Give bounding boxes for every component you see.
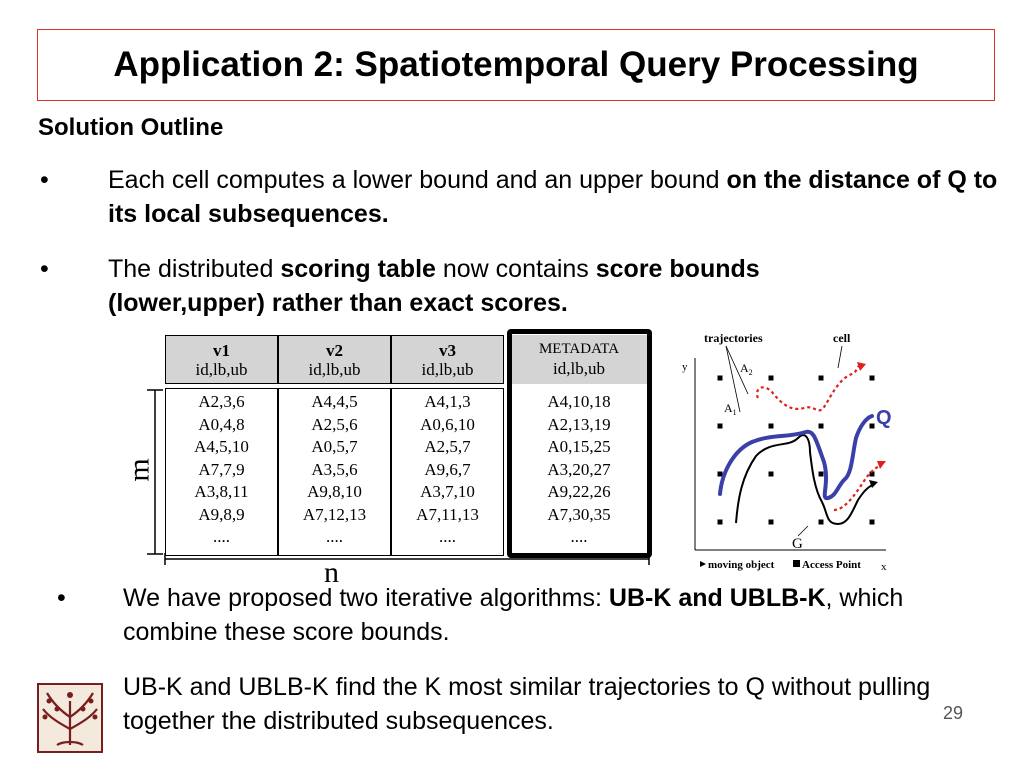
access-point-marker [718, 424, 723, 429]
table-cell: A9,6,7 [424, 459, 471, 479]
n-label: n [324, 556, 339, 589]
access-point-marker [870, 376, 875, 381]
table-cell: A3,20,27 [547, 459, 611, 479]
table-cell: A9,8,9 [198, 504, 245, 524]
bullet-item-1 [40, 163, 1000, 235]
a2-label: $A_2$ [740, 361, 753, 377]
access-point-marker [819, 376, 824, 381]
column-subheader: id,lb,ub [553, 359, 605, 378]
column-name: v2 [326, 341, 343, 360]
bullet-text [123, 581, 957, 649]
access-point-marker [870, 424, 875, 429]
text-segment: now contains [435, 255, 596, 283]
table-cell: A0,6,10 [420, 414, 475, 434]
access-point-marker [819, 520, 824, 525]
bullet-text [108, 252, 888, 320]
access-point-marker [769, 520, 774, 525]
legend-moving-object: moving object [708, 559, 775, 571]
n-bracket [163, 552, 653, 566]
table-cell: A2,13,19 [547, 414, 611, 434]
q-label: Q [876, 407, 892, 429]
a1-label: $A_1$ [724, 401, 737, 417]
table-cell: A7,30,35 [547, 504, 611, 524]
table-header-3 [391, 335, 504, 384]
table-cell: A9,22,26 [547, 482, 611, 501]
table-cell: A4,4,5 [311, 392, 358, 411]
column-subheader: id,lb,ub [421, 360, 474, 379]
bullet-item-2 [40, 252, 1000, 324]
access-point-marker [718, 520, 723, 525]
bold-text-segment: on the distance of Q to its local subsequences. [108, 166, 998, 228]
table-header-2 [278, 335, 391, 384]
column-name: v3 [439, 341, 456, 360]
bullet-text [108, 163, 1000, 231]
bold-text-segment: score bounds (lower,upper) rather than exact scores. [108, 255, 760, 317]
access-point-marker [819, 472, 824, 477]
access-point-marker [769, 424, 774, 429]
g-label: G [792, 536, 803, 552]
section-heading: Solution Outline [38, 114, 224, 141]
slide-title: Application 2: Spatiotemporal Query Processing [113, 45, 919, 84]
table-cell: .... [439, 527, 456, 546]
column-cells [391, 391, 504, 549]
trajectories-label: trajectories [704, 331, 763, 345]
column-subheader: id,lb,ub [195, 360, 248, 379]
access-point-marker [769, 472, 774, 477]
y-axis-label: y [682, 361, 688, 373]
table-cell: A3,5,6 [311, 459, 358, 479]
column-name: METADATA [538, 341, 620, 357]
text-segment: Each cell computes a lower bound and an upper bound [108, 166, 727, 194]
table-cell: A2,3,6 [198, 392, 245, 411]
table-cell: A4,5,10 [194, 437, 249, 456]
table-cell: A4,10,18 [547, 392, 611, 411]
title-box [37, 29, 995, 101]
table-cell: A0,4,8 [198, 414, 245, 434]
bullet-item-4 [57, 670, 997, 742]
table-cell: A2,5,6 [311, 414, 358, 434]
cell-path [757, 366, 862, 411]
table-cell: .... [570, 527, 588, 546]
bullet-item-3 [57, 581, 957, 653]
access-point-marker [870, 520, 875, 525]
table-cell: A7,7,9 [198, 459, 245, 479]
page-number: 29 [943, 703, 964, 723]
table-cell: A7,12,13 [302, 504, 367, 524]
bullet-marker: • [40, 166, 49, 194]
cell-label: cell [833, 331, 851, 345]
access-point-legend-icon [793, 560, 800, 567]
column-cells [165, 391, 278, 549]
table-cell: A9,8,10 [307, 482, 362, 501]
moving-object-legend-icon [700, 561, 706, 567]
bullet-marker: • [57, 584, 66, 612]
bullet-text [123, 670, 997, 738]
bold-text-segment: scoring table [280, 255, 436, 283]
access-point-marker [769, 376, 774, 381]
access-point-marker [819, 424, 824, 429]
table-cell: A4,1,3 [424, 392, 471, 411]
table-header-1 [165, 335, 278, 384]
text-segment: UB-K and UBLB-K find the K most similar trajectories to Q without pulling together the distributed subsequences. [123, 673, 931, 735]
column-subheader: id,lb,ub [308, 360, 361, 379]
table-cell: .... [326, 527, 343, 546]
m-label: m [122, 458, 156, 482]
bold-text-segment: UB-K and UBLB-K [608, 584, 826, 612]
table-cell: A7,11,13 [416, 504, 479, 524]
text-segment: , which combine these score bounds. [123, 584, 904, 646]
x-axis-label: x [881, 561, 887, 573]
university-logo-icon [37, 683, 103, 753]
access-point-marker [718, 472, 723, 477]
table-cell: A0,5,7 [311, 437, 358, 456]
column-cells [278, 391, 391, 549]
table-cell: A0,15,25 [547, 437, 611, 456]
table-cell: .... [213, 527, 230, 546]
table-cell: A3,7,10 [420, 482, 475, 501]
column-name: v1 [213, 341, 230, 360]
text-segment: The distributed [108, 255, 281, 283]
trajectory-diagram [676, 328, 898, 574]
bullet-marker: • [40, 255, 49, 283]
metadata-highlight-frame [507, 329, 652, 558]
legend-access-point: Access Point [802, 559, 861, 571]
access-point-marker [718, 376, 723, 381]
text-segment: We have proposed two iterative algorithms: [123, 584, 609, 612]
table-cell: A3,8,11 [194, 482, 249, 501]
table-cell: A2,5,7 [424, 437, 471, 456]
